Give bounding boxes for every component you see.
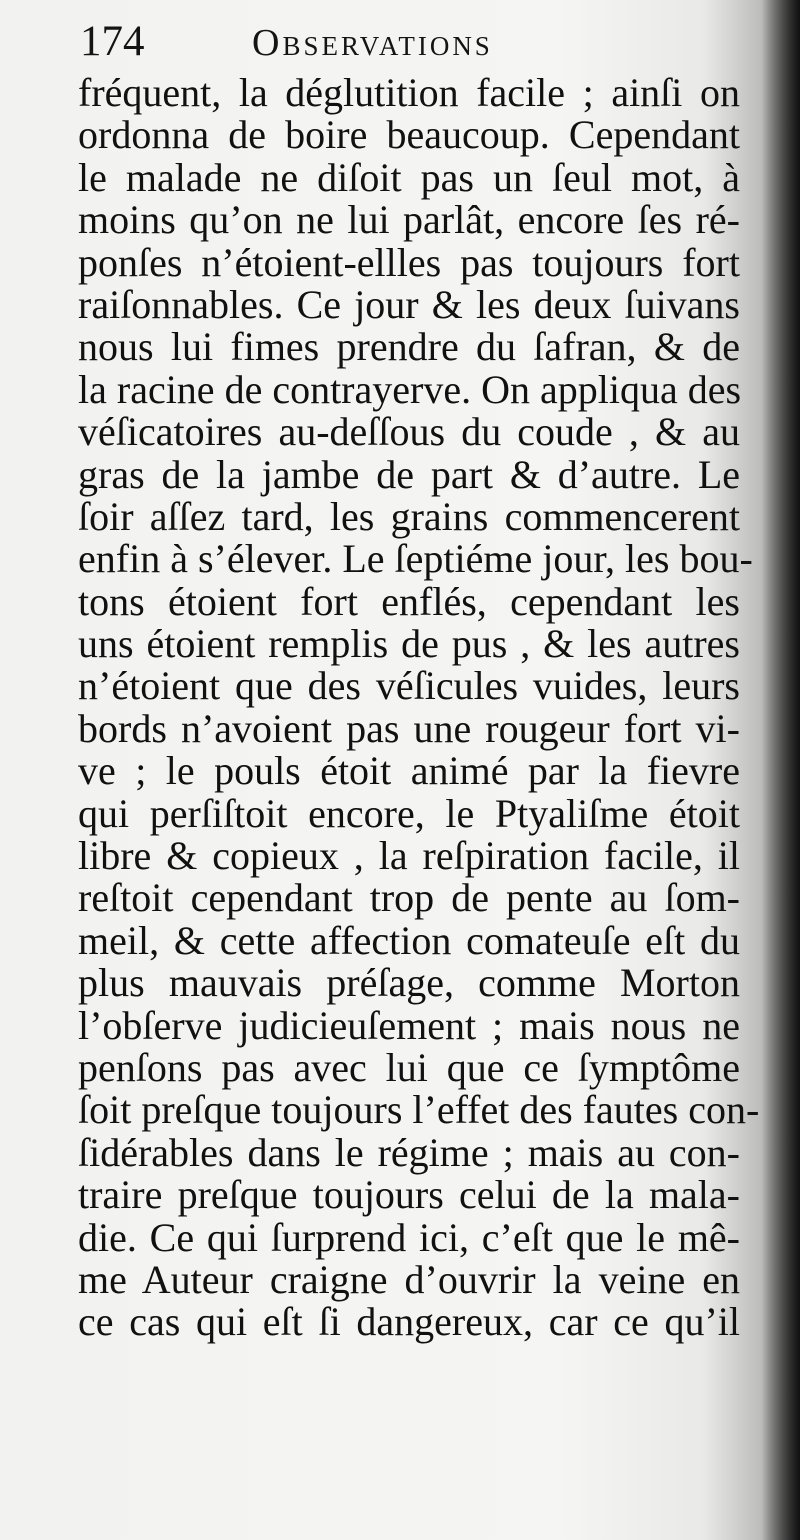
text-line: traire preſque toujours celui de la mala- [78, 1172, 740, 1218]
text-line: le malade ne diſoit pas un ſeul mot, à [78, 154, 740, 200]
text-line: n’étoient que des véſicules vuides, leurs [78, 663, 740, 709]
text-line: libre & copieux , la reſpiration facile, il [78, 833, 740, 879]
text-line: reſtoit cependant trop de pente au ſom- [78, 875, 740, 921]
text-line: la racine de contrayerve. On appliqua des [78, 366, 742, 412]
text-line: plus mauvais préſage, comme Morton [78, 960, 740, 1006]
text-line: uns étoient remplis de pus , & les autres [78, 621, 740, 667]
text-line: penſons pas avec lui que ce ſymptôme [78, 1044, 740, 1090]
text-line: raiſonnables. Ce jour & les deux ſuivans [78, 281, 740, 327]
text-line: nous lui fimes prendre du ſafran, & de [78, 324, 740, 370]
text-line: gras de la jambe de part & d’autre. Le [78, 451, 740, 497]
text-line: ponſes n’étoient-ellles pas toujours fort [78, 239, 740, 285]
text-line: ſoir aſſez tard, les grains commencerent [78, 493, 740, 539]
text-line: die. Ce qui ſurprend ici, c’eſt que le mê- [78, 1214, 740, 1260]
text-line: moins qu’on ne lui parlât, encore ſes ré- [78, 197, 740, 243]
text-line: ce cas qui eſt ſi dangereux, car ce qu’il [78, 1299, 740, 1345]
text-line: me Auteur craigne d’ouvrir la veine en [78, 1256, 740, 1302]
gutter-shadow [762, 0, 800, 1540]
text-line: qui perſiſtoit encore, le Ptyaliſme étoit [78, 790, 740, 836]
body-text [78, 70, 760, 1345]
text-line: véſicatoires au-deſſous du coude , & au [78, 409, 740, 455]
text-line: l’obſerve judicieuſement ; mais nous ne [78, 1002, 740, 1048]
text-line: enfin à s’élever. Le ſeptiéme jour, les bou- [78, 536, 753, 582]
page-header [80, 16, 620, 74]
text-line: bords n’avoient pas une rougeur fort vi- [78, 705, 740, 751]
text-line: ve ; le pouls étoit animé par la fievre [78, 748, 740, 794]
text-line: ſidérables dans le régime ; mais au con- [78, 1129, 740, 1175]
page-number: 174 [80, 18, 145, 65]
text-line: fréquent, la déglutition facile ; ainſi on [78, 70, 740, 115]
running-title: Observations [252, 22, 493, 64]
text-line: ſoit preſque toujours l’effet des fautes con- [78, 1087, 760, 1133]
text-line: tons étoient fort enflés, cependant les [78, 578, 740, 624]
text-line: meil, & cette affection comateuſe eſt du [78, 917, 740, 963]
text-line: ordonna de boire beaucoup. Cependant [78, 112, 740, 158]
